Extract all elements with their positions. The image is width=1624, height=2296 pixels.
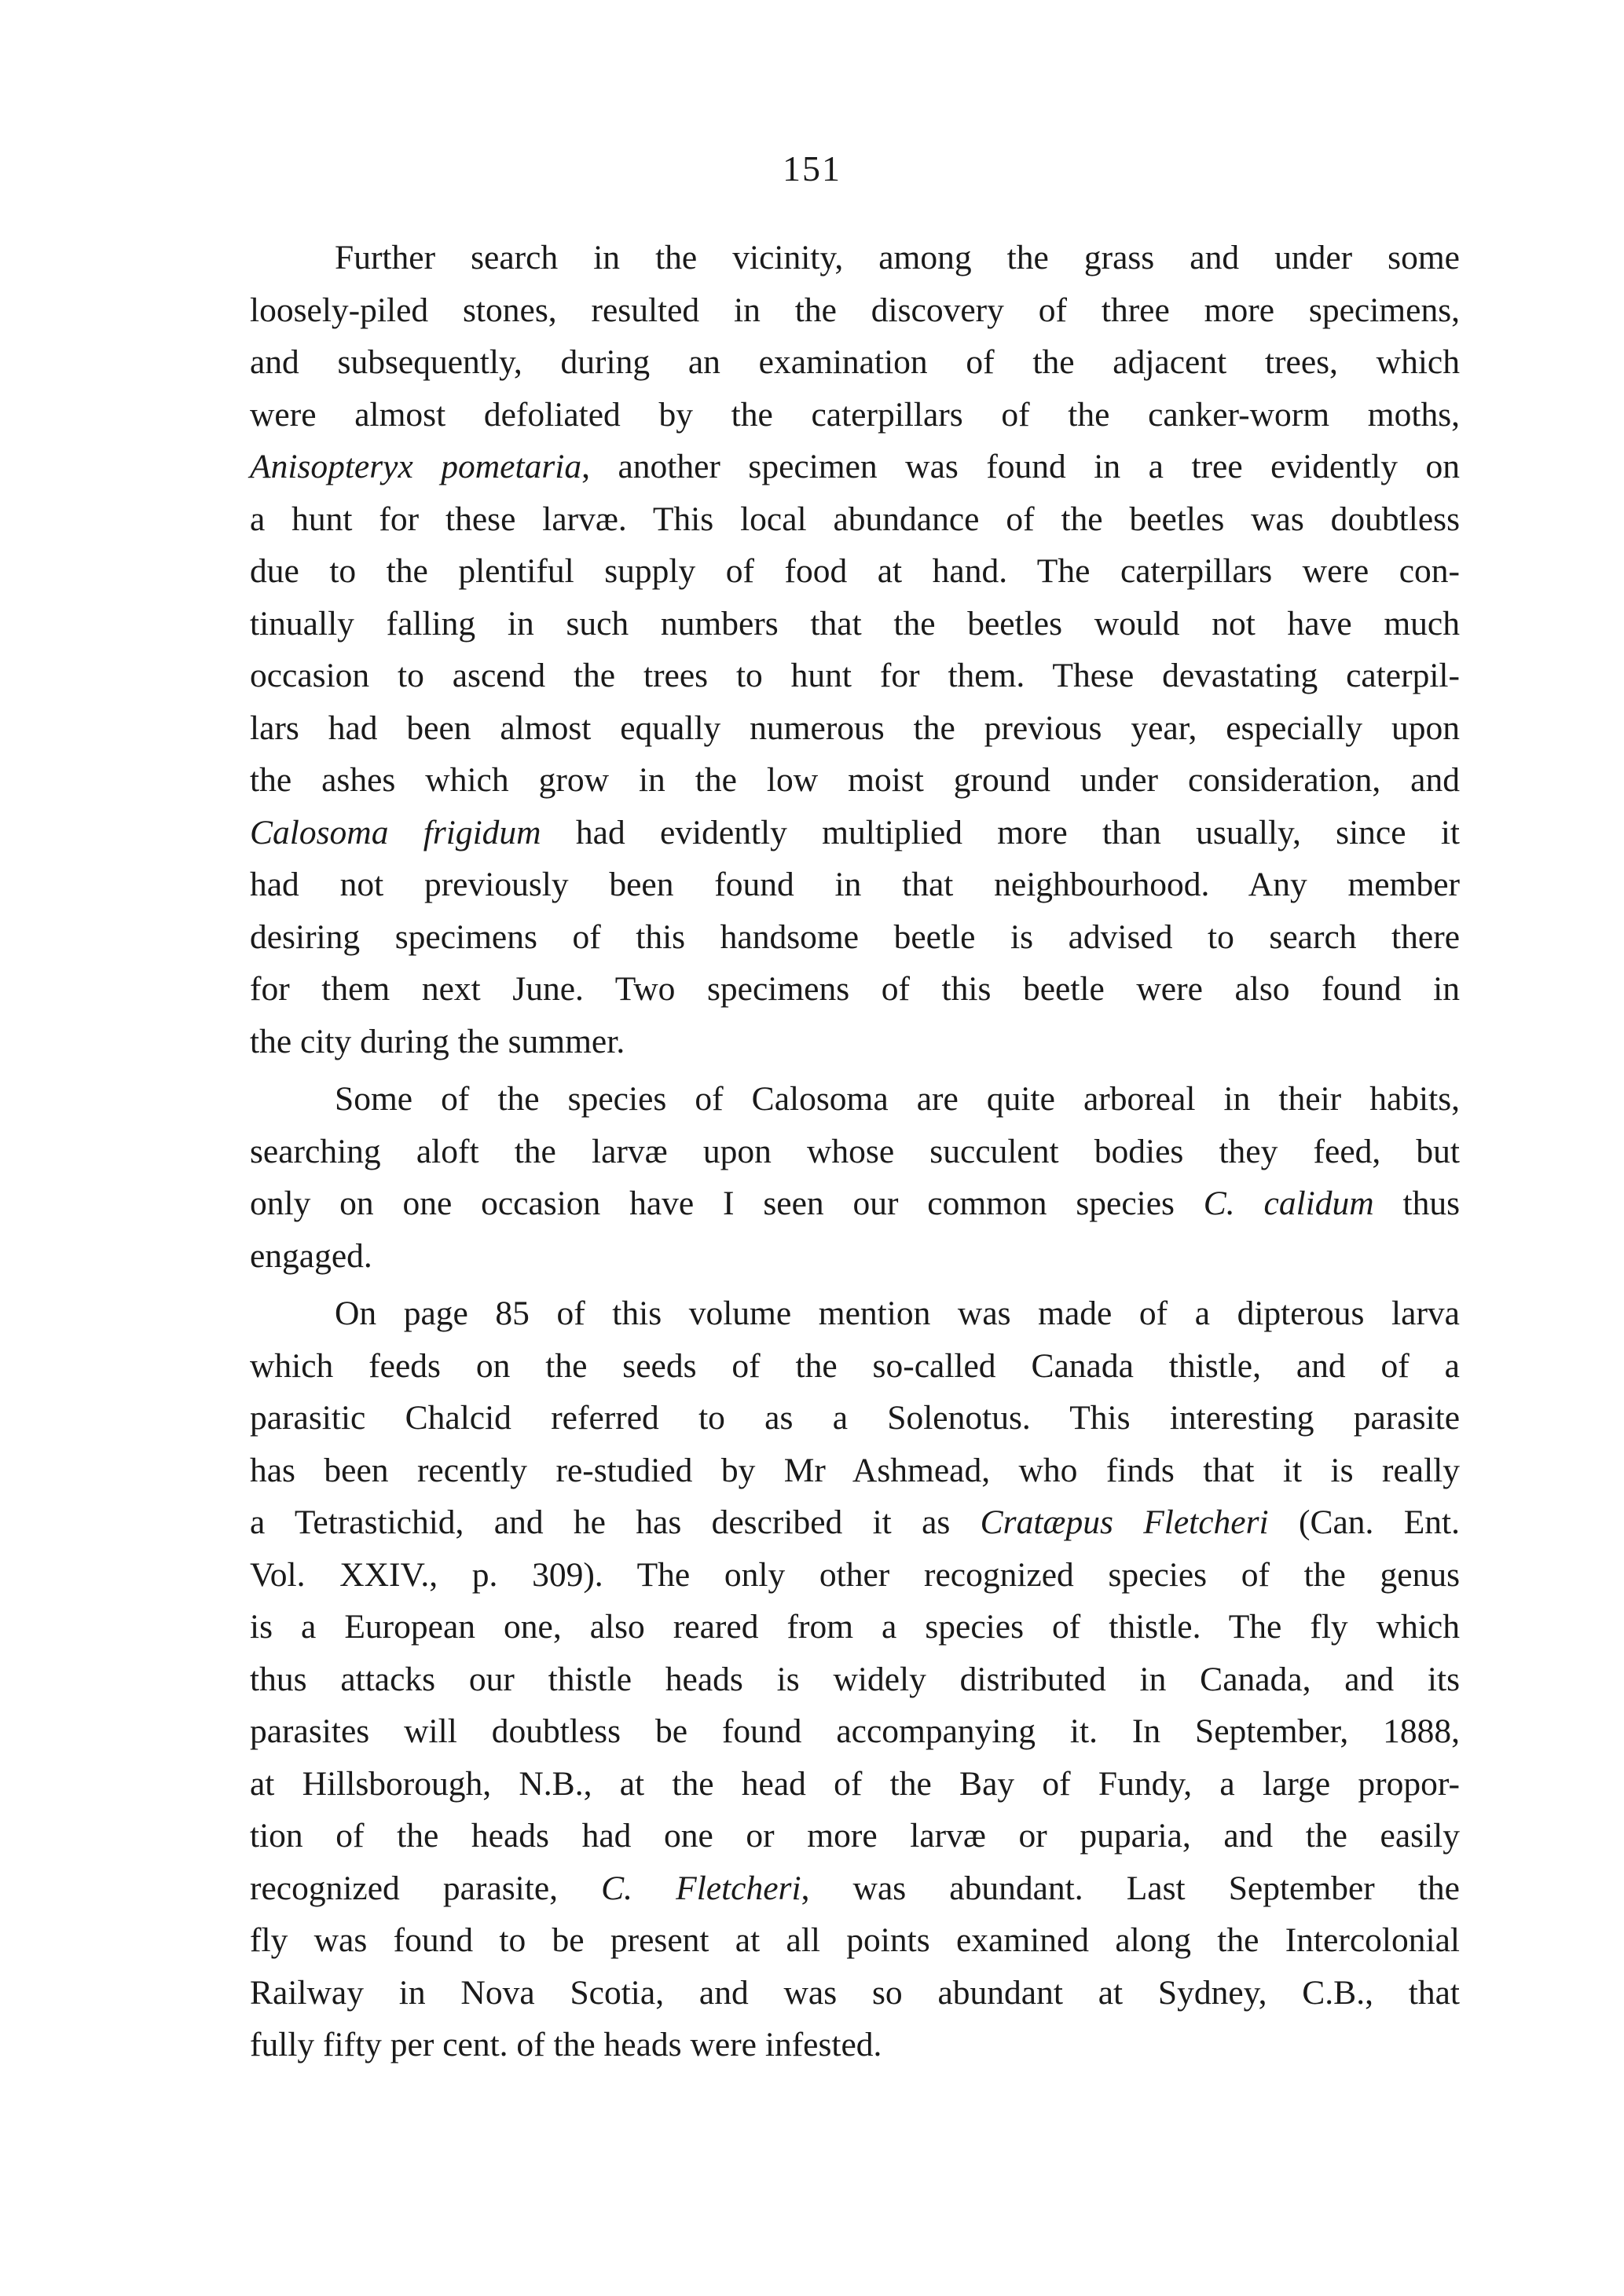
text-line: a hunt for these larvæ. This local abundance of the beetles was doubtless <box>250 500 1460 538</box>
paragraph <box>250 1073 1460 1282</box>
text-line: the ashes which grow in the low moist ground under consideration, and <box>250 761 1460 799</box>
text-line: lars had been almost equally numerous the previous year, especially upon <box>250 709 1460 747</box>
text-line: loosely-piled stones, resulted in the discovery of three more specimens, <box>250 291 1460 329</box>
text-segment: , was abundant. Last September the <box>801 1869 1460 1907</box>
text-line: Railway in Nova Scotia, and was so abundant at Sydney, C.B., that <box>250 1973 1460 2012</box>
text-line: is a European one, also reared from a species of thistle. The fly which <box>250 1608 1460 1646</box>
text-line: tinually falling in such numbers that the beetles would not have much <box>250 604 1460 643</box>
text-line: searching aloft the larvæ upon whose succulent bodies they feed, but <box>250 1132 1460 1170</box>
text-line: has been recently re-studied by Mr Ashmead, who finds that it is really <box>250 1451 1460 1489</box>
paragraph <box>250 1287 1460 2071</box>
italic-term: Calosoma frigidum <box>250 813 541 851</box>
text-line <box>250 1862 1460 1915</box>
text-segment: thus <box>1373 1185 1460 1222</box>
text-line: thus attacks our thistle heads is widely distributed in Canada, and its <box>250 1660 1460 1698</box>
text-segment: only on one occasion have I seen our common species <box>250 1185 1204 1222</box>
text-line: were almost defoliated by the caterpillars of the canker-worm moths, <box>250 395 1460 434</box>
text-line: Vol. XXIV., p. 309). The only other recognized species of the genus <box>250 1555 1460 1594</box>
text-line: On page 85 of this volume mention was made of a dipterous larva <box>335 1294 1460 1332</box>
text-line: tion of the heads had one or more larvæ or puparia, and the easily <box>250 1817 1460 1855</box>
text-line: Further search in the vicinity, among the grass and under some <box>335 239 1460 276</box>
text-line: for them next June. Two specimens of this beetle were also found in <box>250 970 1460 1008</box>
text-segment: a Tetrastichid, and he has described it as <box>250 1503 981 1541</box>
italic-term: C. Fletcheri <box>601 1869 801 1907</box>
text-segment: (Can. Ent. <box>1268 1503 1461 1541</box>
body-text <box>250 232 1460 2071</box>
text-line: parasites will doubtless be found accompanying it. In September, 1888, <box>250 1712 1460 1750</box>
text-line: desiring specimens of this handsome beetle is advised to search there <box>250 917 1460 956</box>
italic-term: Cratæpus Fletcheri <box>980 1503 1269 1541</box>
text-line <box>250 1177 1460 1230</box>
text-line <box>250 441 1460 493</box>
text-line: engaged. <box>250 1236 372 1275</box>
text-segment: had evidently multiplied more than usually, since it <box>541 813 1460 851</box>
text-line: occasion to ascend the trees to hunt for them. These devastating caterpil- <box>250 657 1460 694</box>
italic-term: Anisopteryx pometaria <box>250 448 582 485</box>
text-segment: , another specimen was found in a tree evidently on <box>581 448 1461 485</box>
text-line: Some of the species of Calosoma are quite arboreal in their habits, <box>335 1080 1460 1118</box>
text-segment: recognized parasite, <box>250 1869 602 1907</box>
text-line: at Hillsborough, N.B., at the head of the Bay of Fundy, a large propor- <box>250 1764 1460 1803</box>
text-line: due to the plentiful supply of food at hand. The caterpillars were con- <box>250 552 1460 590</box>
text-line: parasitic Chalcid referred to as a Solenotus. This interesting parasite <box>250 1399 1460 1437</box>
text-line: had not previously been found in that neighbourhood. Any member <box>250 866 1460 903</box>
text-line: and subsequently, during an examination of the adjacent trees, which <box>250 343 1460 381</box>
page-number: 151 <box>783 148 841 189</box>
text-line: which feeds on the seeds of the so-called Canada thistle, and of a <box>250 1346 1460 1385</box>
italic-term: C. calidum <box>1203 1185 1374 1222</box>
text-line: fly was found to be present at all points examined along the Intercolonial <box>250 1921 1460 1959</box>
text-line: the city during the summer. <box>250 1022 625 1060</box>
text-line: fully fifty per cent. of the heads were infested. <box>250 2026 882 2063</box>
text-line <box>250 807 1460 859</box>
text-line <box>250 1496 1460 1549</box>
paragraph <box>250 232 1460 1067</box>
